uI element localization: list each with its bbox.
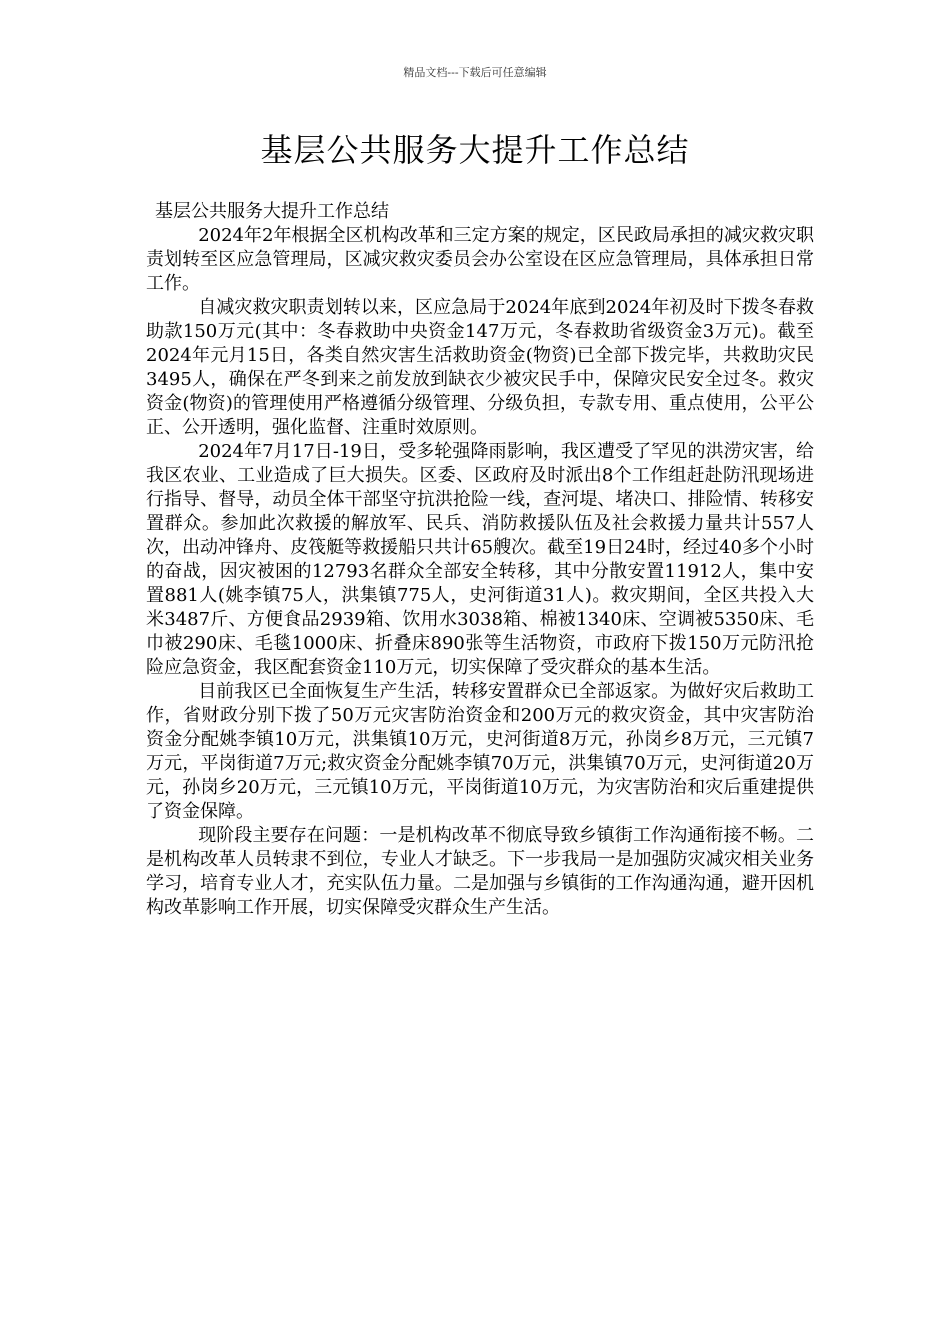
paragraph-1: 2024年2年根据全区机构改革和三定方案的规定，区民政局承担的减灾救灾职责划转至区应急管理局，区减灾救灾委员会办公室设在区应急管理局，具体承担日常工作。 xyxy=(146,225,814,294)
paragraph-2: 自减灾救灾职责划转以来，区应急局于2024年底到2024年初及时下拨冬春救助款150万元(其中：冬春救助中央资金147万元，冬春救助省级资金3万元)。截至2024年元月15日，各类自然灾害生活救助资金(物资)已全部下拨完毕，共救助灾民3495人，确保在严冬到来之前发放到缺衣少被灾民手中，保障灾民安全过冬。救灾资金(物资)的管理使用严格遵循分级管理、分级负担，专款专用、重点使用，公平公正、公开透明，强化监督、注重时效原则。 xyxy=(146,297,814,438)
paragraph-3: 2024年7月17日-19日，受多轮强降雨影响，我区遭受了罕见的洪涝灾害，给我区农业、工业造成了巨大损失。区委、区政府及时派出8个工作组赶赴防汛现场进行指导、督导，动员全体干部坚守抗洪抢险一线，查河堤、堵决口、排险情、转移安置群众。参加此次救援的解放军、民兵、消防救援队伍及社会救援力量共计557人次，出动冲锋舟、皮筏艇等救援船只共计65艘次。截至19日24时，经过40多个小时的奋战，因灾被困的12793名群众全部安全转移，其中分散安置11912人，集中安置881人(姚李镇75人，洪集镇775人，史河街道31人)。救灾期间，全区共投入大米3487斤、方便食品2939箱、饮用水3038箱、棉被1340床、空调被5350床、毛巾被290床、毛毯1000床、折叠床890张等生活物资，市政府下拨150万元防汛抢险应急资金，我区配套资金110万元，切实保障了受灾群众的基本生活。 xyxy=(146,441,814,678)
document-subtitle: 基层公共服务大提升工作总结 xyxy=(155,201,389,222)
document-title: 基层公共服务大提升工作总结 xyxy=(260,131,690,169)
paragraph-4: 目前我区已全面恢复生产生活，转移安置群众已全部返家。为做好灾后救助工作，省财政分别下拨了50万元灾害防治资金和200万元的救灾资金，其中灾害防治资金分配姚李镇10万元，洪集镇10万元，史河街道8万元，孙岗乡8万元，三元镇7万元，平岗街道7万元;救灾资金分配姚李镇70万元，洪集镇70万元，史河街道20万元，孙岗乡20万元，三元镇10万元，平岗街道10万元，为灾害防治和灾后重建提供了资金保障。 xyxy=(146,681,814,822)
header-note: 精品文档---下载后可任意编辑 xyxy=(403,66,547,79)
document-body xyxy=(146,200,814,920)
paragraph-5: 现阶段主要存在问题：一是机构改革不彻底导致乡镇街工作沟通衔接不畅。二是机构改革人员转隶不到位，专业人才缺乏。下一步我局一是加强防灾减灾相关业务学习，培育专业人才，充实队伍力量。二是加强与乡镇街的工作沟通沟通，避开因机构改革影响工作开展，切实保障受灾群众生产生活。 xyxy=(146,825,814,918)
